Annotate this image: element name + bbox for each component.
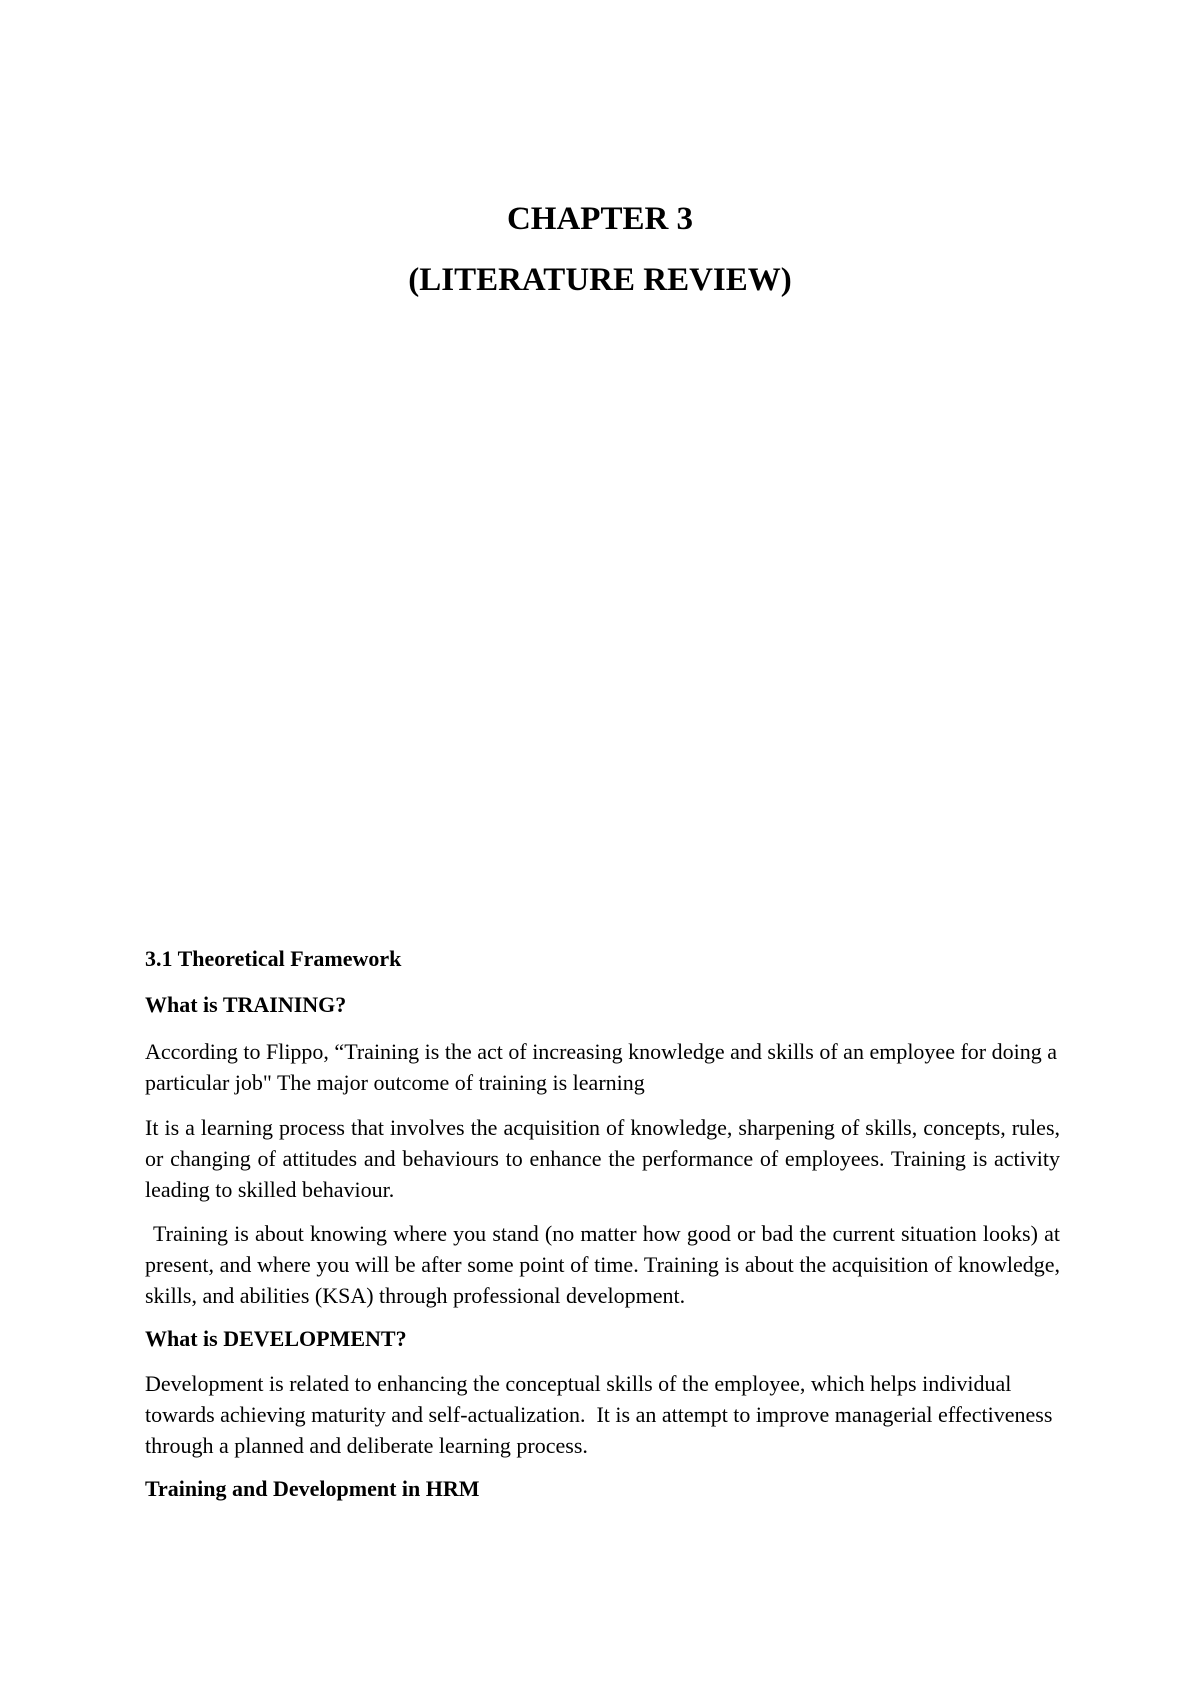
training-paragraph-1 — [145, 1036, 1060, 1098]
development-question-text: What is DEVELOPMENT? — [145, 1326, 407, 1351]
hrm-heading-text: Training and Development in HRM — [145, 1476, 480, 1501]
training-question — [145, 990, 1060, 1020]
hrm-heading — [145, 1474, 1060, 1504]
section-heading-text: 3.1 Theoretical Framework — [145, 946, 402, 971]
development-question — [145, 1324, 1060, 1354]
development-paragraph-1 — [145, 1368, 1060, 1461]
paragraph-text: Training is about knowing where you stand (no matter how good or bad the current situation looks) at present, and where you will be after some point of time. Training is about the acquisition of knowledge, skills, and abilities (KSA) through professional development. — [145, 1221, 1060, 1308]
training-paragraph-2 — [145, 1112, 1060, 1205]
chapter-number: CHAPTER 3 — [506, 201, 694, 237]
training-paragraph-3 — [145, 1218, 1060, 1311]
paragraph-text: According to Flippo, “Training is the act of increasing knowledge and skills of an employee for doing a particular job" The major outcome of training is learning — [145, 1039, 1057, 1095]
section-heading — [145, 944, 1060, 974]
paragraph-text: It is a learning process that involves the acquisition of knowledge, sharpening of skills, concepts, rules, or changing of attitudes and behaviours to enhance the performance of employees. Training is activity leading to skilled behaviour. — [145, 1115, 1060, 1202]
chapter-subtitle: (LITERATURE REVIEW) — [408, 262, 792, 298]
paragraph-text: Development is related to enhancing the conceptual skills of the employee, which helps individual towards achieving maturity and self-actualization. It is an attempt to improve managerial effectiveness through a planned and deliberate learning process. — [145, 1371, 1058, 1458]
training-question-text: What is TRAINING? — [145, 992, 347, 1017]
